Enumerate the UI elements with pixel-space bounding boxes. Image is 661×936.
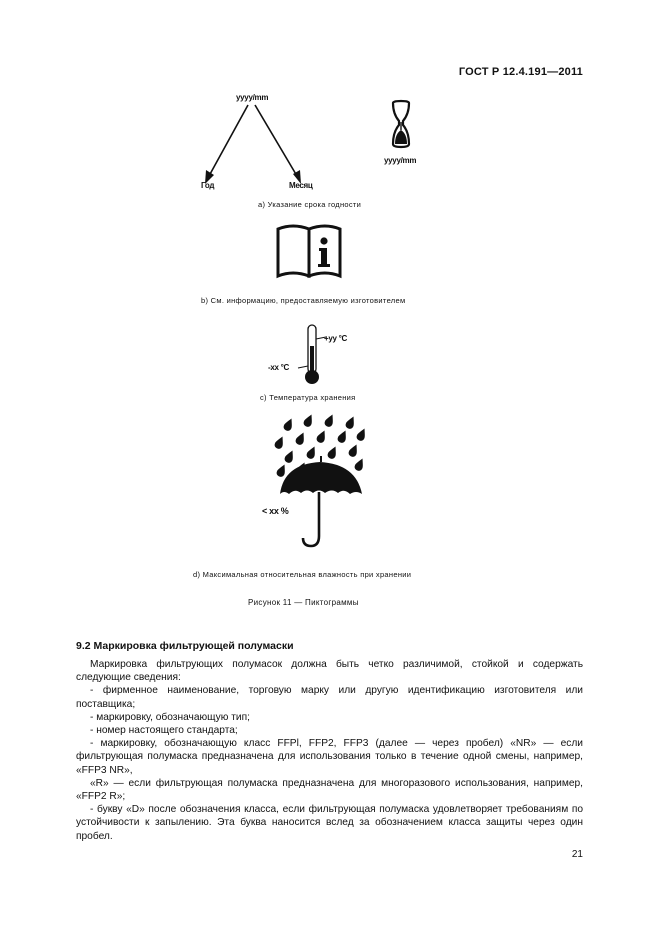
caption-a: a) Указание срока годности — [258, 200, 362, 209]
section-title: 9.2 Маркировка фильтрующей полумаски — [76, 640, 294, 652]
list-item: - номер настоящего стандарта; — [90, 725, 238, 737]
max-temp-label: +yy °C — [324, 334, 347, 343]
caption-d: d) Максимальная относительная влажность при хранении — [193, 570, 412, 579]
hourglass-date-label: yyyy/mm — [384, 156, 417, 165]
list-item: - маркировку, обозначающую тип; — [90, 711, 250, 723]
month-label: Месяц — [289, 181, 313, 190]
list-item: «R» — если фильтрующая полумаска предназначена для многоразового использования, например, «FFP2 R»; — [76, 777, 583, 803]
info-book-icon — [276, 222, 344, 278]
caption-b: b) См. информацию, предоставляемую изготовителем — [201, 296, 406, 305]
list-item: - букву «D» после обозначения класса, если фильтрующая полумаска удовлетворяет требованиям по устойчивости к запылению. Эта буква наносится вслед за обозначением класса защиты через один пробел. — [76, 804, 583, 842]
list-item: - маркировку, обозначающую класс FFPl, FFP2, FFP3 (далее — через пробел) «NR» — если фильтрующая полумаска предназначена для использования только в течение одной смены, например, «FFP3 NR», — [76, 738, 583, 776]
section-body — [76, 658, 583, 843]
umbrella-rain-icon — [272, 412, 372, 552]
figure-title: Рисунок 11 — Пиктограммы — [248, 598, 359, 607]
paragraph: Маркировка фильтрующих полумасок должна быть четко различимой, стойкой и содержать следующие сведения: — [76, 659, 583, 684]
expiry-arrows-diagram — [195, 100, 325, 185]
hourglass-icon — [390, 100, 412, 150]
date-format-label: yyyy/mm — [236, 93, 269, 102]
caption-c: c) Температура хранения — [260, 393, 356, 402]
humidity-label: < xx % — [262, 506, 289, 516]
list-item: - фирменное наименование, торговую марку или другую идентификацию изготовителя или поставщика; — [76, 685, 583, 710]
page-number: 21 — [571, 849, 583, 860]
document-code: ГОСТ Р 12.4.191—2011 — [458, 66, 583, 78]
min-temp-label: -xx °C — [268, 363, 289, 372]
year-label: Год — [201, 181, 215, 190]
